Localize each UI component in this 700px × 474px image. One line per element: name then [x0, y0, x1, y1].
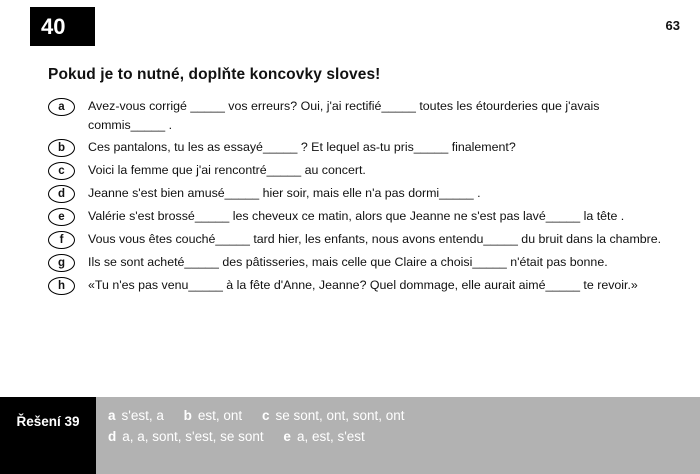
item-text: Ils se sont acheté_____ des pâtisseries, mais celle que Claire a choisi_____ n'était pas bonne. — [88, 255, 608, 270]
exercise-item — [48, 97, 670, 134]
exercise-item — [48, 161, 670, 180]
solution-letter: d — [108, 429, 117, 444]
exercise-item — [48, 276, 670, 295]
item-text: Jeanne s'est bien amusé_____ hier soir, mais elle n'a pas dormi_____ . — [88, 186, 481, 201]
item-letter-badge: e — [48, 208, 75, 226]
page-number: 63 — [665, 18, 680, 33]
solution-letter: a — [108, 408, 116, 423]
solutions-answers — [96, 397, 421, 474]
item-letter-badge: f — [48, 231, 75, 249]
item-letter-badge: c — [48, 162, 75, 180]
solution-answer: est, ont — [197, 408, 243, 423]
exercise-item-list — [48, 97, 670, 299]
item-letter-badge: b — [48, 139, 75, 157]
item-text: Valérie s'est brossé_____ les cheveux ce matin, alors que Jeanne ne s'est pas lavé_____ la tête . — [88, 209, 625, 224]
exercise-title: Pokud je to nutné, doplňte koncovky sloves! — [48, 66, 381, 83]
lesson-number: 40 — [41, 13, 66, 39]
solution-answer: se sont, ont, sont, ont — [275, 408, 405, 423]
item-letter-badge: a — [48, 98, 75, 116]
solution-answer: a, a, sont, s'est, se sont — [122, 429, 264, 444]
solution-letter: c — [261, 408, 270, 423]
solution-answer: s'est, a — [121, 408, 164, 423]
solution-answer: a, est, s'est — [296, 429, 365, 444]
solutions-line — [108, 408, 421, 423]
item-letter-badge: h — [48, 277, 75, 295]
item-text: Voici la femme que j'ai rencontré_____ au concert. — [88, 163, 366, 178]
lesson-number-box — [30, 7, 95, 46]
item-letter-badge: g — [48, 254, 75, 272]
item-text: Vous vous êtes couché_____ tard hier, les enfants, nous avons entendu_____ du bruit dans la chambre. — [88, 232, 662, 247]
item-text: Ces pantalons, tu les as essayé_____ ? Et lequel as-tu pris_____ finalement? — [88, 140, 516, 155]
exercise-item — [48, 207, 670, 226]
exercise-item — [48, 253, 670, 272]
solution-letter: b — [183, 408, 192, 423]
solutions-label: Řešení 39 — [0, 397, 96, 474]
exercise-item — [48, 230, 670, 249]
item-letter-badge: d — [48, 185, 75, 203]
item-text: «Tu n'es pas venu_____ à la fête d'Anne, Jeanne? Quel dommage, elle aurait aimé_____ te revoir.» — [88, 278, 638, 293]
solutions-line — [108, 429, 421, 444]
exercise-item — [48, 184, 670, 203]
item-text: Avez-vous corrigé _____ vos erreurs? Oui, j'ai rectifié_____ toutes les étourderies que j'avais commis_____ . — [88, 99, 600, 132]
exercise-item — [48, 138, 670, 157]
solution-letter: e — [283, 429, 291, 444]
solutions-bar — [0, 397, 700, 474]
